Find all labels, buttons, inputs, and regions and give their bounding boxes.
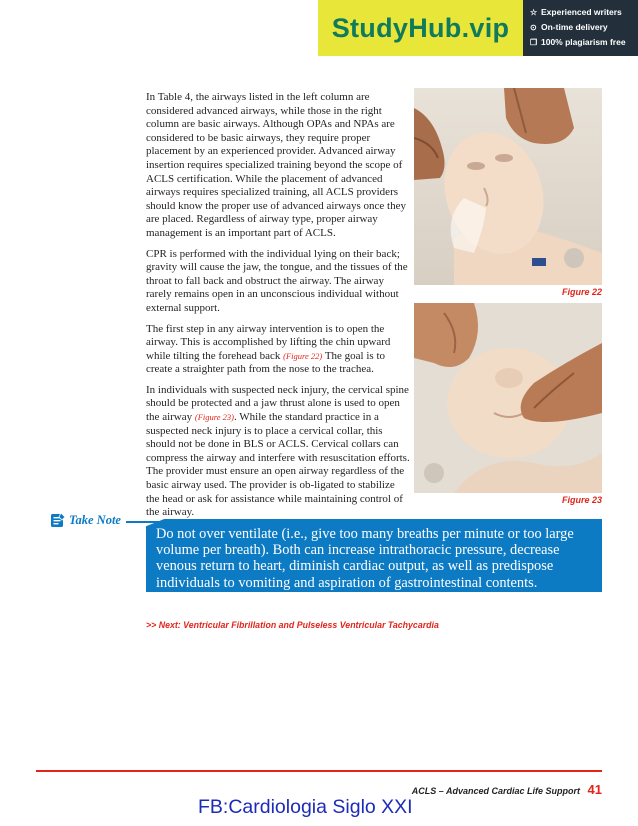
footer-title: ACLS – Advanced Cardiac Life Support (411, 786, 580, 796)
feature-item (530, 20, 638, 35)
take-note-content: Do not over ventilate (i.e., give too many breaths per minute or too large volume per breath). Both can increase intrathoracic pressure, decrease venous return to heart, diminish cardiac output, as well as predispose individuals to vomiting and aspiration of gastrointestinal contents. (156, 526, 574, 591)
clock-icon: ⊙ (530, 23, 537, 32)
studyhub-logo[interactable] (318, 0, 523, 56)
figure-23-caption: Figure 23 (561, 495, 602, 505)
footer-divider (36, 770, 602, 772)
paragraph-text: The first step in any airway intervention is to open the airway. This is accomplished by lifting the chin upward while tilting the forehead back (146, 322, 391, 362)
paragraph: CPR is performed with the individual lying on their back; gravity will cause the jaw, the tongue, and the tissues of the throat to fall back and obstruct the airway. The airway rarely remains open in an unconscious individual without external support. (146, 247, 408, 314)
take-note-text: Take Note (69, 512, 121, 527)
figure-22-caption: Figure 22 (561, 287, 602, 297)
head-tilt-chin-lift-illustration (414, 88, 602, 285)
feature-list (530, 5, 638, 50)
paragraph: In Table 4, the airways listed in the left column are considered advanced airways, while those in the right column are basic airways. Although OPAs and NPAs are considered to be basic airways, they require proper placement by an experienced provider. Advanced airway insertion requires specialized training beyond the scope of ACLS certification. While the placement of advanced airways requires specialized training, all ACLS providers should know the proper use of advanced airways once they are placed. Regardless of airway type, proper airway management is an important part of ACLS. (146, 91, 406, 239)
brand-text: StudyHub.vip (331, 12, 510, 43)
figure-22-photo (414, 88, 602, 285)
paragraph-text: . While the standard practice in a suspected neck injury is to place a cervical collar, this should not be done in BLS or ACLS. Cervical collars can compress the airway and interfere with resuscitation efforts. The provider must ensure an open airway regardless of the basic airway used. The provider is ob-ligated to stabilize the head or ask for assistance while maintaining control of the airway. (146, 411, 410, 519)
next-section-link[interactable]: >> Next: Ventricular Fibrillation and Pulseless Ventricular Tachycardia (146, 620, 439, 630)
paragraph-text: The goal is to create a straighter path from the nose to the trachea. (146, 349, 385, 376)
body-text (146, 91, 410, 527)
figure-23-reference[interactable]: (Figure 23) (194, 412, 234, 423)
take-note-label (50, 512, 121, 528)
figure-22-reference[interactable]: (Figure 22) (283, 350, 323, 361)
copy-document-icon: ❐ (530, 38, 538, 47)
feature-label: 100% plagiarism free (541, 37, 626, 47)
feature-item (530, 5, 638, 20)
paragraph (146, 323, 410, 377)
jaw-thrust-illustration (414, 303, 602, 493)
page-number: 41 (587, 782, 602, 797)
paragraph (146, 384, 410, 520)
feature-item (530, 35, 638, 50)
notepad-icon (50, 512, 66, 528)
feature-label: On-time delivery (541, 22, 608, 32)
studyhub-banner[interactable] (318, 0, 638, 56)
facebook-watermark: FB:Cardiologia Siglo XXI (198, 796, 413, 818)
feature-label: Experienced writers (541, 7, 622, 17)
paragraph-text: In individuals with suspected neck injury, the cervical spine should be protected and a jaw thrust alone is used to open the airway (146, 383, 409, 424)
figure-23-photo (414, 303, 602, 493)
star-outline-icon: ☆ (530, 8, 538, 17)
